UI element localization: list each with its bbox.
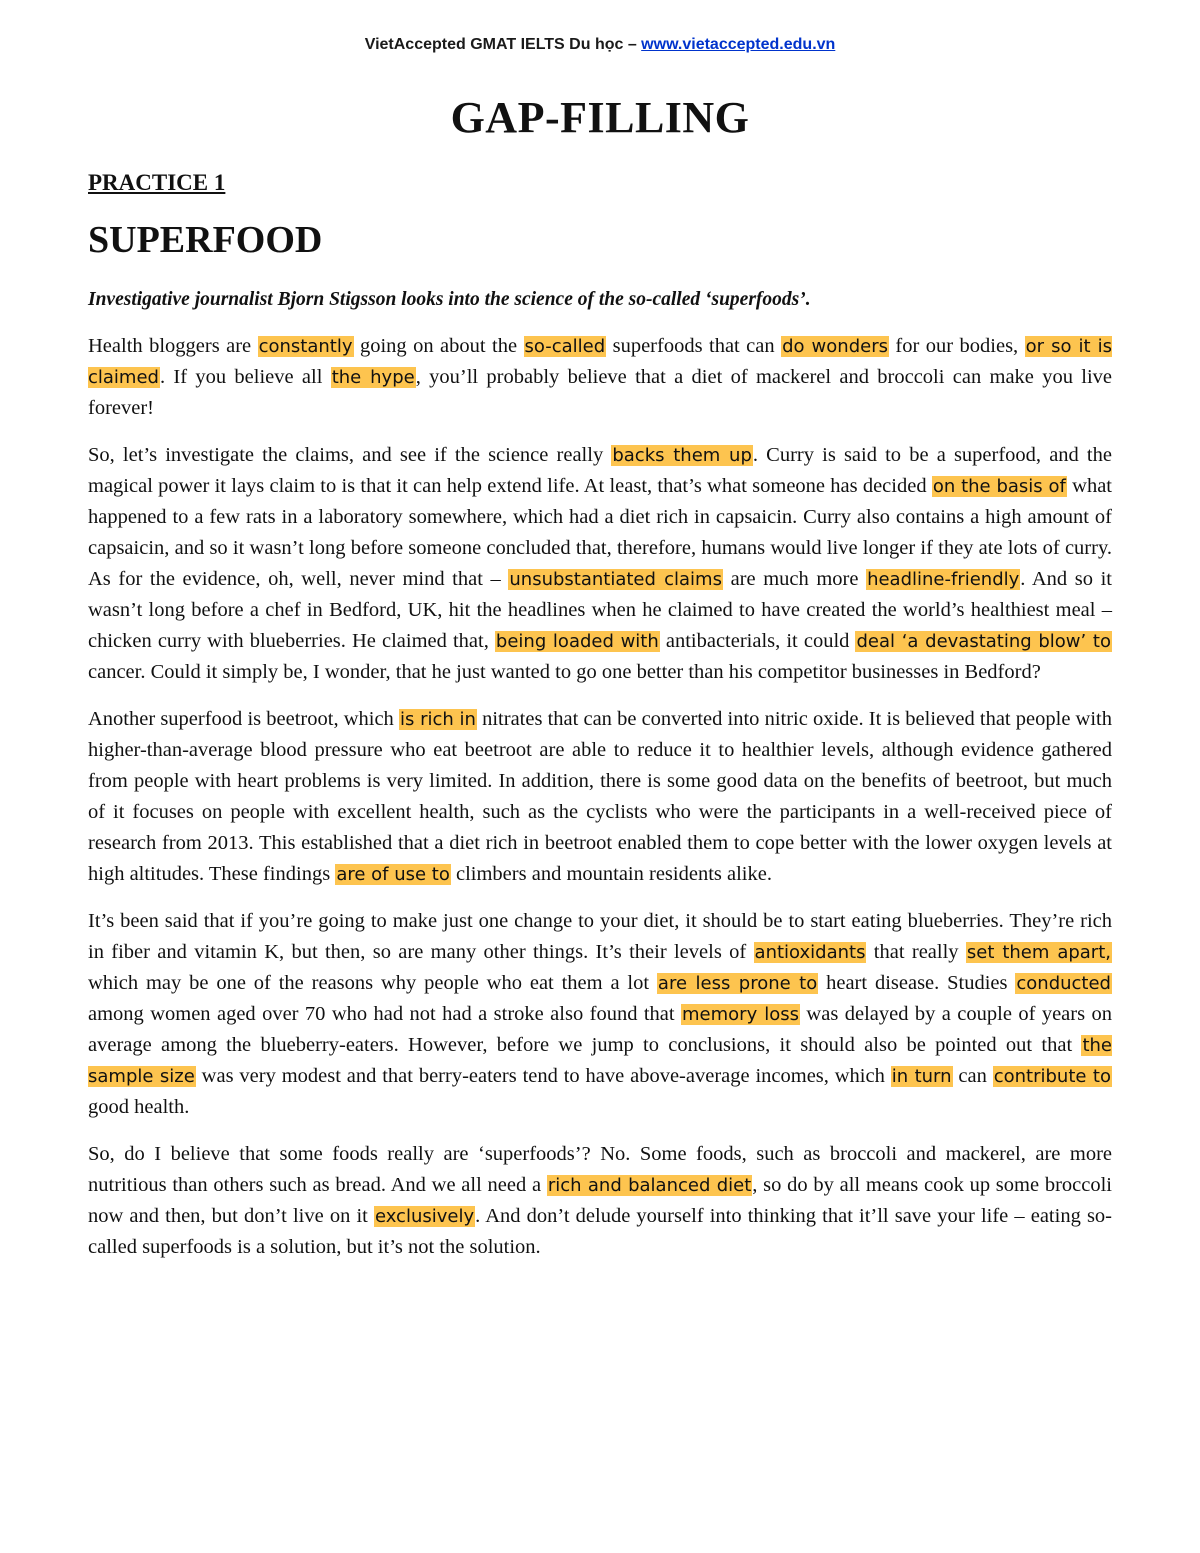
paragraph-text: antibacterials, it could	[659, 630, 856, 652]
paragraph-text: . And don’t delude yourself into thinking that it’ll save your life – eating so-called superfoods is a solution, but it’s not the solution.	[88, 1205, 1112, 1258]
highlighted-phrase: conducted	[1016, 973, 1111, 994]
paragraph-text: are much more	[722, 568, 867, 590]
highlighted-phrase: backs them up	[612, 445, 752, 466]
header-text: VietAccepted GMAT IELTS Du học –	[364, 36, 642, 53]
paragraph-text: cancer. Could it simply be, I wonder, that he just wanted to go one better than his competitor businesses in Bedford?	[88, 661, 1041, 683]
paragraph-text: . Curry is said to be a superfood, and the magical power it lays claim to is that it can help extend life. At least, that’s what someone has decided	[88, 444, 1112, 497]
highlighted-phrase: antioxidants	[754, 942, 866, 963]
practice-heading: PRACTICE 1	[88, 170, 226, 195]
body-paragraph	[88, 440, 1112, 688]
body-paragraph	[88, 906, 1112, 1123]
highlighted-phrase: are less prone to	[657, 973, 818, 994]
header-link[interactable]: www.vietaccepted.edu.vn	[641, 36, 836, 53]
paragraph-text: heart disease. Studies	[818, 972, 1016, 994]
paragraph-text: nitrates that can be converted into nitric oxide. It is believed that people with higher-than-average blood pressure who eat beetroot are able to reduce it to healthier levels, although evidence gathered from people with heart problems is very limited. In addition, there is some good data on the benefits of beetroot, but much of it focuses on people with excellent health, such as the cyclists who were the participants in a well-received piece of research from 2013. This established that a diet rich in beetroot enabled them to cope better with the lower oxygen levels at high altitudes. These findings	[88, 708, 1113, 885]
paragraph-text: for our bodies,	[888, 335, 1025, 357]
body-paragraph	[88, 331, 1112, 424]
highlighted-phrase: constantly	[258, 336, 353, 357]
article-body	[88, 284, 1112, 1279]
paragraph-text: that really	[866, 941, 966, 963]
article-paragraphs	[88, 331, 1112, 1263]
highlighted-phrase: the sample size	[88, 1035, 1112, 1087]
paragraph-text: among women aged over 70 who had not had a stroke also found that	[88, 1003, 682, 1025]
highlighted-phrase: on the basis of	[932, 476, 1066, 497]
highlighted-phrase: headline-friendly	[867, 569, 1020, 590]
highlighted-phrase: being loaded with	[495, 631, 659, 652]
article-subtitle: Investigative journalist Bjorn Stigsson looks into the science of the so-called ‘superfoods’.	[88, 289, 811, 310]
paragraph-text: superfoods that can	[606, 335, 782, 357]
paragraph-text: . And so it wasn’t long before a chef in Bedford, UK, hit the headlines when he claimed to have created the world’s healthiest meal – chicken curry with blueberries. He claimed that,	[88, 568, 1112, 652]
paragraph-text: , you’ll probably believe that a diet of mackerel and broccoli can make you live forever!	[88, 366, 1112, 419]
body-paragraph	[88, 704, 1112, 890]
paragraph-text: going on about the	[353, 335, 524, 357]
paragraph-text: So, let’s investigate the claims, and see if the science really	[88, 444, 612, 466]
highlighted-phrase: exclusively	[374, 1206, 475, 1227]
paragraph-text: can	[952, 1065, 993, 1087]
paragraph-text: . If you believe all	[159, 366, 331, 388]
body-paragraph	[88, 1139, 1112, 1263]
highlighted-phrase: or so it is claimed	[88, 336, 1112, 388]
paragraph-text: So, do I believe that some foods really are ‘superfoods’? No. Some foods, such as broccoli and mackerel, are more nutritious than others such as bread. And we all need a	[88, 1143, 1112, 1196]
paragraph-text: climbers and mountain residents alike.	[450, 863, 772, 885]
highlighted-phrase: memory loss	[682, 1004, 800, 1025]
highlighted-phrase: contribute to	[993, 1066, 1111, 1087]
highlighted-phrase: unsubstantiated claims	[509, 569, 722, 590]
highlighted-phrase: deal ‘a devastating blow’ to	[856, 631, 1112, 652]
paragraph-text: was very modest and that berry-eaters tend to have above-average incomes, which	[195, 1065, 891, 1087]
page-header	[0, 36, 1200, 54]
paragraph-text: was delayed by a couple of years on average among the blueberry-eaters. However, before we jump to conclusions, it should also be pointed out that	[88, 1003, 1112, 1056]
paragraph-text: what happened to a few rats in a laboratory somewhere, which had a diet rich in capsaicin. Curry also contains a high amount of capsaicin, and so it wasn’t long before someone concluded that, therefore, humans would live longer if they ate lots of curry. As for the evidence, oh, well, never mind that –	[88, 475, 1112, 590]
paragraph-text: Another superfood is beetroot, which	[88, 708, 399, 730]
highlighted-phrase: so-called	[524, 336, 606, 357]
highlighted-phrase: set them apart,	[966, 942, 1111, 963]
highlighted-phrase: do wonders	[782, 336, 888, 357]
section-title: SUPERFOOD	[88, 219, 323, 261]
paragraph-text: It’s been said that if you’re going to make just one change to your diet, it should be to start eating blueberries. They’re rich in fiber and vitamin K, but then, so are many other things. It’s their levels of	[88, 910, 1112, 963]
highlighted-phrase: in turn	[891, 1066, 952, 1087]
paragraph-text: good health.	[88, 1096, 190, 1118]
highlighted-phrase: are of use to	[336, 864, 450, 885]
highlighted-phrase: the hype	[331, 367, 415, 388]
paragraph-text: which may be one of the reasons why people who eat them a lot	[88, 972, 657, 994]
paragraph-text: , so do by all means cook up some broccoli now and then, but don’t live on it	[88, 1174, 1112, 1227]
document-title: GAP-FILLING	[450, 93, 750, 142]
paragraph-text: Health bloggers are	[88, 335, 258, 357]
highlighted-phrase: rich and balanced diet	[547, 1175, 752, 1196]
highlighted-phrase: is rich in	[399, 709, 476, 730]
